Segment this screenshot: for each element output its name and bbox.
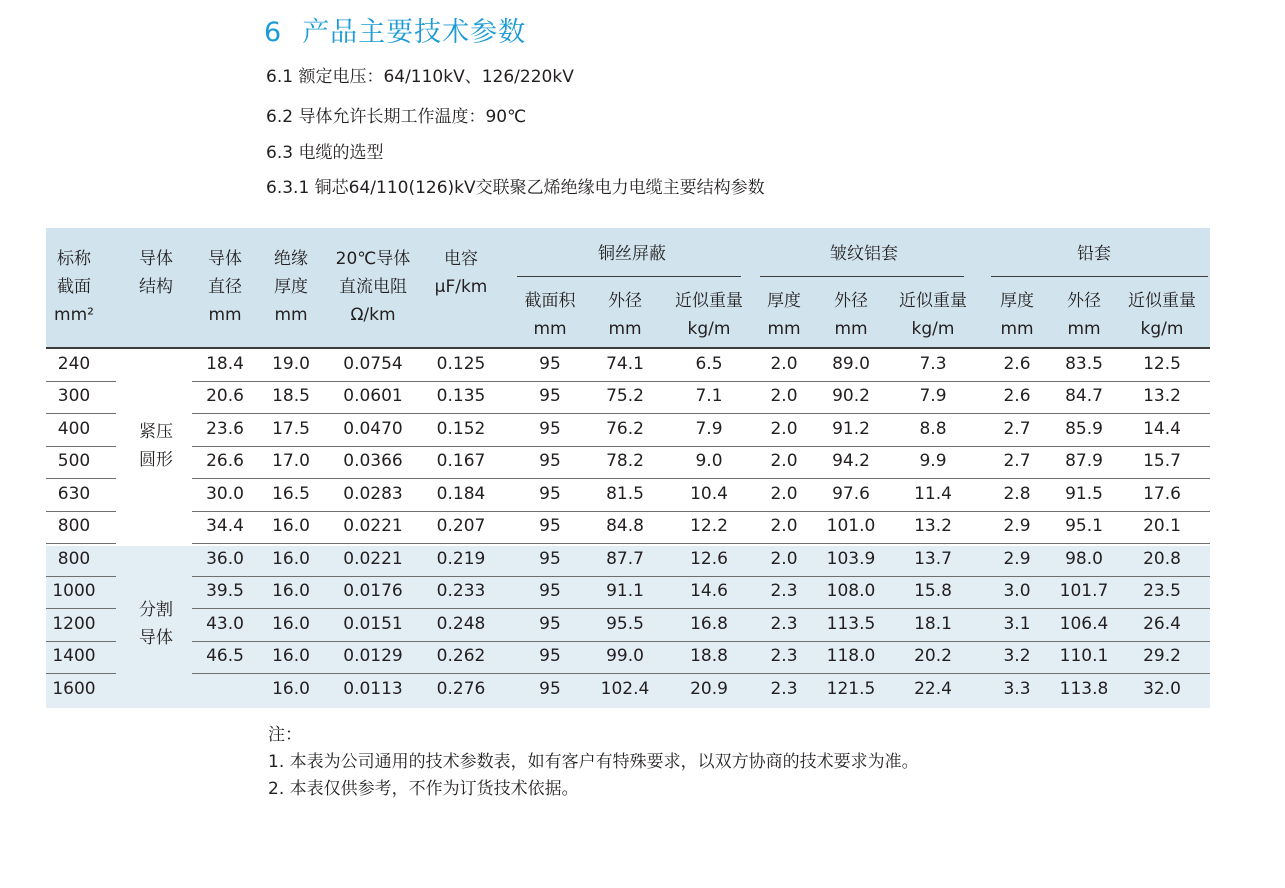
- spec-voltage: 6.1 额定电压：64/110kV、126/220kV: [266, 67, 574, 87]
- table-cell: 16.0: [272, 581, 310, 602]
- table-cell: 3.1: [1003, 613, 1031, 634]
- header-sub-7: [1039, 287, 1129, 343]
- table-cell: 0.0754: [343, 353, 403, 374]
- table-cell: 118.0: [826, 646, 876, 667]
- header-sub-3-line: 厚度: [767, 291, 801, 311]
- table-cell: 95: [539, 483, 561, 504]
- header-sub-0-line: 截面积: [524, 291, 576, 311]
- spec-temperature: 6.2 导体允许长期工作温度：90℃: [266, 107, 527, 127]
- table-cell: 22.4: [914, 678, 952, 699]
- table-cell: 0.233: [436, 581, 486, 602]
- note-item: 1. 本表为公司通用的技术参数表，如有客户有特殊要求，以双方协商的技术要求为准。: [268, 752, 919, 772]
- table-cell: 14.6: [690, 581, 728, 602]
- table-cell: 3.0: [1003, 581, 1031, 602]
- table-cell: 2.3: [770, 646, 798, 667]
- table-cell: 43.0: [206, 613, 244, 634]
- header-structure-line: 导体: [139, 249, 173, 269]
- table-cell: 7.9: [919, 386, 947, 407]
- table-cell: 2.0: [770, 386, 798, 407]
- table-cell: 2.3: [770, 678, 798, 699]
- parameter-table: [46, 228, 1210, 708]
- header-diameter-line: 导体: [208, 249, 242, 269]
- header-sub-3-line: mm: [767, 319, 801, 339]
- header-capacitance: [426, 245, 496, 301]
- header-sub-6-line: 厚度: [1000, 291, 1034, 311]
- table-cell: 95: [539, 353, 561, 374]
- table-cell: 12.6: [690, 548, 728, 569]
- structure-label: [116, 596, 196, 652]
- table-cell: 84.8: [606, 516, 644, 537]
- table-cell: 94.2: [832, 451, 870, 472]
- table-cell: 95: [539, 678, 561, 699]
- table-cell: 20.8: [1143, 548, 1181, 569]
- table-cell: 46.5: [206, 646, 244, 667]
- table-cell: 2.8: [1003, 483, 1031, 504]
- table-cell: 95.1: [1065, 516, 1103, 537]
- table-cell: 0.0176: [343, 581, 403, 602]
- table-cell: 0.167: [436, 451, 486, 472]
- header-insulation-line: 厚度: [274, 277, 308, 297]
- header-structure-line: 结构: [139, 277, 173, 297]
- table-cell: 16.0: [272, 613, 310, 634]
- header-diameter-line: 直径: [208, 277, 242, 297]
- table-cell: 12.2: [690, 516, 728, 537]
- table-cell: 108.0: [826, 581, 876, 602]
- table-cell: 0.184: [436, 483, 486, 504]
- table-cell: 0.125: [436, 353, 486, 374]
- table-cell: 2.0: [770, 548, 798, 569]
- table-cell: 13.7: [914, 548, 952, 569]
- table-cell: 106.4: [1059, 613, 1109, 634]
- header-group-aluminum-sheath-underline: [760, 276, 964, 277]
- table-cell: 16.0: [272, 646, 310, 667]
- table-cell: 81.5: [606, 483, 644, 504]
- table-cell: 90.2: [832, 386, 870, 407]
- table-cell: 0.152: [436, 418, 486, 439]
- table-cell: 2.6: [1003, 353, 1031, 374]
- table-cell: 16.0: [272, 678, 310, 699]
- table-cell: 0.276: [436, 678, 486, 699]
- header-sub-1-line: 外径: [608, 291, 642, 311]
- table-cell: 23.5: [1143, 581, 1181, 602]
- header-group-lead-sheath: 铅套: [1077, 244, 1111, 264]
- table-cell: 630: [57, 483, 91, 504]
- table-cell: 29.2: [1143, 646, 1181, 667]
- table-cell: 2.0: [770, 353, 798, 374]
- structure-label-line: 紧压: [139, 421, 173, 442]
- table-cell: 101.7: [1059, 581, 1109, 602]
- table-cell: 1400: [52, 646, 96, 667]
- section-number: 6: [264, 17, 283, 48]
- table-cell: 9.0: [695, 451, 723, 472]
- table-cell: 95: [539, 386, 561, 407]
- table-cell: 18.5: [272, 386, 310, 407]
- table-cell: 10.4: [690, 483, 728, 504]
- header-sub-0-line: mm: [533, 319, 567, 339]
- table-cell: 2.3: [770, 581, 798, 602]
- header-sub-1-line: mm: [608, 319, 642, 339]
- table-cell: 2.7: [1003, 418, 1031, 439]
- table-cell: 0.0151: [343, 613, 403, 634]
- header-group-copper-shield-underline: [517, 276, 741, 277]
- notes-title: 注：: [268, 725, 302, 745]
- section-title-text: 产品主要技术参数: [302, 17, 527, 48]
- table-cell: 1000: [52, 581, 96, 602]
- header-sub-5-line: kg/m: [911, 319, 955, 339]
- table-cell: 101.0: [826, 516, 876, 537]
- table-cell: 0.0283: [343, 483, 403, 504]
- table-cell: 0.0366: [343, 451, 403, 472]
- table-cell: 7.3: [919, 353, 947, 374]
- header-area-line: 标称: [57, 249, 91, 269]
- header-insulation-line: 绝缘: [274, 249, 308, 269]
- table-cell: 95: [539, 581, 561, 602]
- header-group-aluminum-sheath: 皱纹铝套: [830, 244, 898, 264]
- table-cell: 91.5: [1065, 483, 1103, 504]
- table-cell: 30.0: [206, 483, 244, 504]
- table-cell: 0.135: [436, 386, 486, 407]
- header-sub-5-line: 近似重量: [899, 291, 967, 311]
- table-cell: 16.8: [690, 613, 728, 634]
- table-cell: 95.5: [606, 613, 644, 634]
- header-sub-6-line: mm: [1000, 319, 1034, 339]
- table-cell: 18.4: [206, 353, 244, 374]
- table-cell: 2.0: [770, 418, 798, 439]
- table-cell: 14.4: [1143, 418, 1181, 439]
- table-cell: 20.9: [690, 678, 728, 699]
- header-resistance-line: 直流电阻: [339, 277, 407, 297]
- header-sub-1: [580, 287, 670, 343]
- header-area-line: mm²: [54, 305, 94, 325]
- header-diameter: [195, 245, 255, 329]
- table-cell: 2.3: [770, 613, 798, 634]
- table-cell: 32.0: [1143, 678, 1181, 699]
- table-cell: 2.9: [1003, 548, 1031, 569]
- table-cell: 17.6: [1143, 483, 1181, 504]
- spec-selection: 6.3 电缆的选型: [266, 143, 384, 163]
- header-sub-8-line: kg/m: [1140, 319, 1184, 339]
- header-sub-4-line: 外径: [834, 291, 868, 311]
- table-cell: 7.9: [695, 418, 723, 439]
- table-cell: 500: [57, 451, 91, 472]
- table-cell: 16.0: [272, 516, 310, 537]
- table-cell: 75.2: [606, 386, 644, 407]
- table-cell: 2.6: [1003, 386, 1031, 407]
- table-cell: 1600: [52, 678, 96, 699]
- table-cell: 17.0: [272, 451, 310, 472]
- header-sub-2-line: kg/m: [687, 319, 731, 339]
- note-item: 2. 本表仅供参考，不作为订货技术依据。: [268, 779, 579, 799]
- header-structure: [126, 245, 186, 301]
- table-cell: 800: [57, 516, 91, 537]
- table-cell: 0.207: [436, 516, 486, 537]
- header-group-copper-shield: 铜丝屏蔽: [598, 244, 666, 264]
- table-cell: 95: [539, 548, 561, 569]
- table-cell: 240: [57, 353, 91, 374]
- table-cell: 85.9: [1065, 418, 1103, 439]
- table-cell: 6.5: [695, 353, 723, 374]
- table-cell: 2.7: [1003, 451, 1031, 472]
- table-cell: 99.0: [606, 646, 644, 667]
- header-area: [44, 245, 104, 329]
- structure-label-line: 分割: [139, 600, 173, 621]
- header-resistance-line: 20℃导体: [335, 249, 411, 269]
- table-cell: 16.0: [272, 548, 310, 569]
- table-cell: 300: [57, 386, 91, 407]
- table-cell: 113.5: [826, 613, 876, 634]
- table-cell: 1200: [52, 613, 96, 634]
- table-cell: 0.0470: [343, 418, 403, 439]
- table-cell: 20.2: [914, 646, 952, 667]
- table-cell: 0.248: [436, 613, 486, 634]
- table-cell: 103.9: [826, 548, 876, 569]
- table-cell: 87.7: [606, 548, 644, 569]
- table-cell: 89.0: [832, 353, 870, 374]
- table-cell: 36.0: [206, 548, 244, 569]
- table-cell: 18.1: [914, 613, 952, 634]
- table-cell: 20.6: [206, 386, 244, 407]
- table-cell: 16.5: [272, 483, 310, 504]
- table-cell: 3.3: [1003, 678, 1031, 699]
- table-cell: 17.5: [272, 418, 310, 439]
- table-cell: 95: [539, 418, 561, 439]
- table-cell: 2.0: [770, 483, 798, 504]
- table-cell: 74.1: [606, 353, 644, 374]
- table-cell: 2.9: [1003, 516, 1031, 537]
- table-cell: 26.6: [206, 451, 244, 472]
- header-sub-5: [888, 287, 978, 343]
- table-cell: 23.6: [206, 418, 244, 439]
- table-cell: 11.4: [914, 483, 952, 504]
- table-cell: 2.0: [770, 516, 798, 537]
- table-cell: 9.9: [919, 451, 947, 472]
- header-capacitance-line: μF/km: [434, 277, 488, 297]
- structure-label-line: 圆形: [139, 449, 173, 470]
- table-cell: 113.8: [1059, 678, 1109, 699]
- table-cell: 0.0129: [343, 646, 403, 667]
- table-cell: 95: [539, 613, 561, 634]
- table-cell: 84.7: [1065, 386, 1103, 407]
- table-cell: 39.5: [206, 581, 244, 602]
- table-cell: 13.2: [914, 516, 952, 537]
- table-cell: 102.4: [600, 678, 650, 699]
- header-capacitance-line: 电容: [444, 249, 478, 269]
- table-cell: 121.5: [826, 678, 876, 699]
- table-cell: 0.0601: [343, 386, 403, 407]
- table-cell: 76.2: [606, 418, 644, 439]
- header-sub-2-line: 近似重量: [675, 291, 743, 311]
- table-cell: 20.1: [1143, 516, 1181, 537]
- table-cell: 87.9: [1065, 451, 1103, 472]
- header-diameter-line: mm: [208, 305, 242, 325]
- header-area-line: 截面: [57, 277, 91, 297]
- table-cell: 0.262: [436, 646, 486, 667]
- notes: [268, 722, 919, 803]
- table-cell: 0.0221: [343, 548, 403, 569]
- table-cell: 7.1: [695, 386, 723, 407]
- table-cell: 91.1: [606, 581, 644, 602]
- header-insulation-line: mm: [274, 305, 308, 325]
- table-cell: 18.8: [690, 646, 728, 667]
- header-sub-8-line: 近似重量: [1128, 291, 1196, 311]
- header-insulation: [261, 245, 321, 329]
- table-cell: 12.5: [1143, 353, 1181, 374]
- table-cell: 97.6: [832, 483, 870, 504]
- table-cell: 2.0: [770, 451, 798, 472]
- table-cell: 98.0: [1065, 548, 1103, 569]
- table-cell: 110.1: [1059, 646, 1109, 667]
- table-cell: 83.5: [1065, 353, 1103, 374]
- table-cell: 91.2: [832, 418, 870, 439]
- section-title: [264, 10, 526, 49]
- table-cell: 95: [539, 646, 561, 667]
- table-cell: 34.4: [206, 516, 244, 537]
- table-cell: 19.0: [272, 353, 310, 374]
- header-sub-4-line: mm: [834, 319, 868, 339]
- table-cell: 95: [539, 516, 561, 537]
- table-cell: 0.0221: [343, 516, 403, 537]
- table-cell: 13.2: [1143, 386, 1181, 407]
- header-resistance-line: Ω/km: [350, 305, 396, 325]
- structure-label: [116, 418, 196, 474]
- structure-label-line: 导体: [139, 628, 173, 649]
- header-group-lead-sheath-underline: [991, 276, 1208, 277]
- header-sub-8: [1117, 287, 1207, 343]
- table-cell: 15.8: [914, 581, 952, 602]
- table-cell: 26.4: [1143, 613, 1181, 634]
- header-resistance: [323, 245, 423, 329]
- table-cell: 15.7: [1143, 451, 1181, 472]
- table-cell: 3.2: [1003, 646, 1031, 667]
- header-sub-4: [806, 287, 896, 343]
- header-sub-7-line: 外径: [1067, 291, 1101, 311]
- table-cell: 800: [57, 548, 91, 569]
- spec-table-caption: 6.3.1 铜芯64/110(126)kV交联聚乙烯绝缘电力电缆主要结构参数: [266, 178, 765, 198]
- header-sub-7-line: mm: [1067, 319, 1101, 339]
- table-cell: 78.2: [606, 451, 644, 472]
- table-cell: 400: [57, 418, 91, 439]
- table-cell: 0.0113: [343, 678, 403, 699]
- table-cell: 0.219: [436, 548, 486, 569]
- table-cell: 95: [539, 451, 561, 472]
- table-cell: 8.8: [919, 418, 947, 439]
